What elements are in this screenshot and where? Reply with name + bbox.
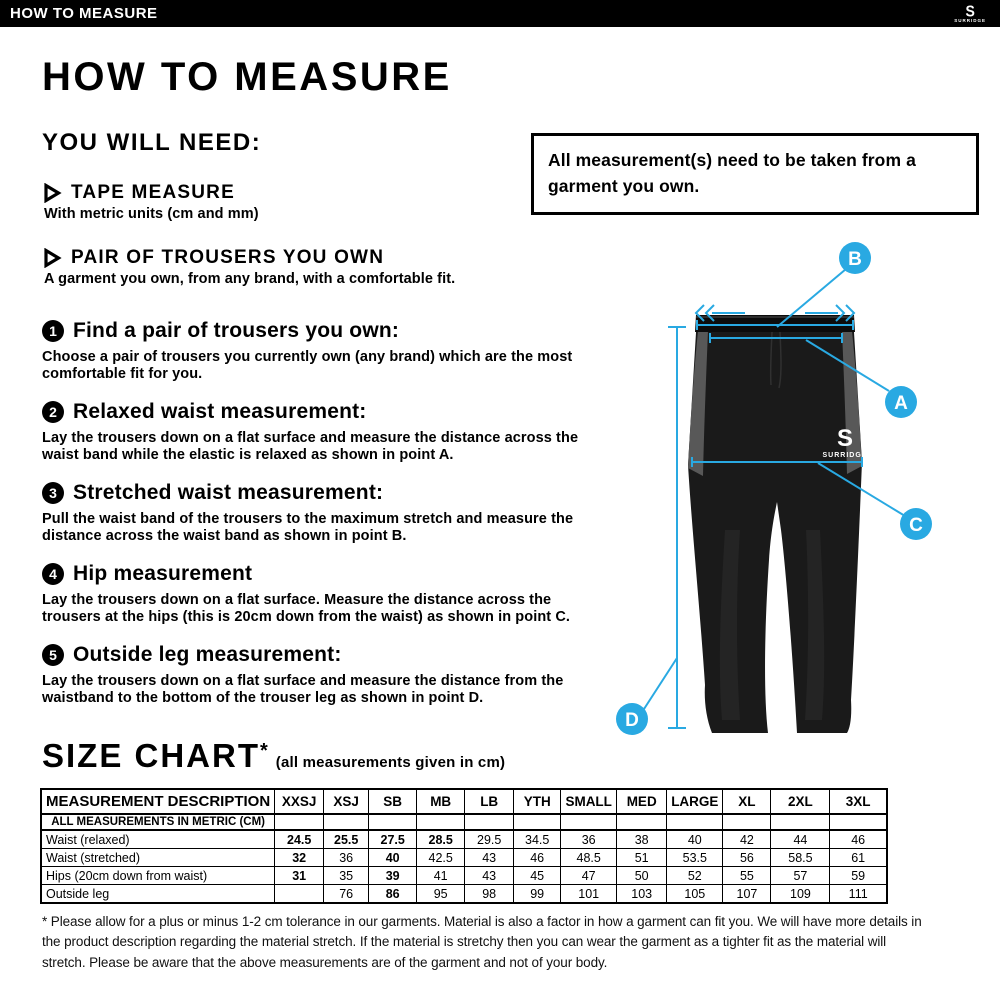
empty-cell [667,814,723,830]
callout-d-label: D [625,710,639,731]
table-row [41,830,887,849]
column-header-size: SB [369,789,417,814]
surridge-s-icon: S [965,1,975,20]
measurement-value-cell: 95 [417,885,465,904]
step-head [42,643,602,667]
callout-c-label: C [909,515,923,536]
measurement-value-cell: 43 [465,849,514,867]
steps-list [42,319,602,707]
size-chart-subtitle: (all measurements given in cm) [275,754,506,771]
column-header-size: MED [617,789,667,814]
step-head [42,400,602,424]
callout-a-label: A [894,393,908,414]
table-row [41,849,887,867]
table-header-row [41,789,887,814]
size-chart-asterisk: * [260,740,268,762]
measurement-value-cell: 99 [514,885,561,904]
empty-cell [324,814,369,830]
you-will-need-item-desc: A garment you own, from any brand, with a comfortable fit. [44,271,456,287]
top-bar-title: HOW TO MEASURE [10,5,158,22]
empty-cell [830,814,887,830]
column-header-size: XXSJ [275,789,324,814]
thigh-logo-text: SURRIDGE [822,452,868,459]
metric-note-cell: ALL MEASUREMENTS IN METRIC (CM) [41,814,275,830]
measure-step [42,562,602,626]
play-triangle-icon [42,183,62,203]
measurement-value-cell: 28.5 [417,830,465,849]
measurement-value-cell: 101 [561,885,617,904]
measurement-value-cell: 32 [275,849,324,867]
callout-d [616,703,648,735]
note-box [531,133,979,215]
measurement-value-cell: 61 [830,849,887,867]
trousers-illustration [688,315,867,733]
measurement-value-cell: 111 [830,885,887,904]
you-will-need-item-head [42,182,602,204]
you-will-need-item [42,247,602,287]
column-header-size: LB [465,789,514,814]
you-will-need-list [42,182,602,287]
column-header-size: 2XL [771,789,830,814]
trousers-diagram-svg [600,230,1000,770]
empty-cell [417,814,465,830]
measurement-value-cell: 29.5 [465,830,514,849]
column-header-description: MEASUREMENT DESCRIPTION [41,789,275,814]
column-header-size: XL [723,789,771,814]
step-description: Pull the waist band of the trousers to the maximum stretch and measure the distance across the waist band as shown in point B. [42,511,574,545]
callout-a [885,386,917,418]
measurement-value-cell: 40 [667,830,723,849]
trousers-diagram [600,230,1000,770]
column-header-size: MB [417,789,465,814]
play-triangle-icon [42,248,62,268]
measure-step [42,481,602,545]
measurement-value-cell: 48.5 [561,849,617,867]
step-title: Find a pair of trousers you own: [73,319,400,342]
measurement-value-cell: 53.5 [667,849,723,867]
empty-cell [514,814,561,830]
step-description: Choose a pair of trousers you currently own (any brand) which are the most comfortable fit for you. [42,349,573,383]
empty-cell [561,814,617,830]
measurement-value-cell: 50 [617,867,667,885]
measurement-value-cell: 27.5 [369,830,417,849]
column-header-size: XSJ [324,789,369,814]
column-header-size: 3XL [830,789,887,814]
you-will-need-item-desc: With metric units (cm and mm) [44,206,259,222]
step-title: Outside leg measurement: [73,643,342,666]
metric-note-row [41,814,887,830]
step-description: Lay the trousers down on a flat surface. Measure the distance across the trousers at the hips (this is 20cm down from the waist) as shown in point C. [42,592,571,626]
measurement-value-cell: 34.5 [514,830,561,849]
measurement-value-cell: 42 [723,830,771,849]
column-header-size: SMALL [561,789,617,814]
callout-b-label: B [848,249,862,270]
measurement-value-cell: 43 [465,867,514,885]
step-head [42,319,602,343]
callout-c [900,508,932,540]
empty-cell [617,814,667,830]
step-head [42,481,602,505]
measurement-value-cell: 46 [514,849,561,867]
surridge-logo-text: SURRIDGE [954,17,986,23]
empty-cell [275,814,324,830]
step-description: Lay the trousers down on a flat surface and measure the distance from the waistband to the bottom of the trouser leg as shown in point D. [42,673,564,707]
callout-b [839,242,871,274]
measurement-value-cell: 55 [723,867,771,885]
top-bar [0,0,1000,27]
step-description: Lay the trousers down on a flat surface and measure the distance across the waist band while the elastic is relaxed as shown in point A. [42,430,579,464]
you-will-need-item-label: PAIR OF TROUSERS YOU OWN [71,247,385,268]
measurement-value-cell: 39 [369,867,417,885]
step-head [42,562,602,586]
measurement-value-cell: 105 [667,885,723,904]
measurement-value-cell: 24.5 [275,830,324,849]
measurement-value-cell: 57 [771,867,830,885]
empty-cell [465,814,514,830]
thigh-logo-s: S [836,425,854,452]
step-title: Hip measurement [73,562,253,585]
column-header-size: YTH [514,789,561,814]
step-number-badge: 5 [42,644,64,666]
measurement-value-cell: 38 [617,830,667,849]
measure-step [42,319,602,383]
measurement-value-cell: 35 [324,867,369,885]
empty-cell [369,814,417,830]
measurement-label-cell: Outside leg [41,885,275,904]
measurement-value-cell: 31 [275,867,324,885]
measurement-value-cell: 44 [771,830,830,849]
empty-cell [723,814,771,830]
size-chart-heading [42,737,602,775]
you-will-need-item-label: TAPE MEASURE [71,182,235,203]
step-title: Relaxed waist measurement: [73,400,367,423]
note-text: All measurement(s) need to be taken from a garment you own. [548,150,916,197]
measurement-value-cell: 52 [667,867,723,885]
table-row [41,885,887,904]
you-will-need-heading: YOU WILL NEED: [42,129,262,156]
measurement-value-cell: 51 [617,849,667,867]
measurement-value-cell: 46 [830,830,887,849]
table-row [41,867,887,885]
measurement-value-cell: 36 [561,830,617,849]
measurement-value-cell: 25.5 [324,830,369,849]
measure-step [42,400,602,464]
measurement-value-cell: 42.5 [417,849,465,867]
trousers-body [688,316,862,733]
step-number-badge: 1 [42,320,64,342]
step-title: Stretched waist measurement: [73,481,384,504]
measurement-value-cell: 56 [723,849,771,867]
measurement-value-cell [275,885,324,904]
column-header-size: LARGE [667,789,723,814]
measurement-value-cell: 109 [771,885,830,904]
measurement-value-cell: 107 [723,885,771,904]
measurement-value-cell: 59 [830,867,887,885]
measurement-value-cell: 36 [324,849,369,867]
tolerance-footnote: * Please allow for a plus or minus 1-2 cm tolerance in our garments. Material is also a factor in how a garment can fit you. We will have more details in the product description regarding the material stretch. If the material is stretchy then you can wear the garment as a tighter fit as the material will stretch. Please be aware that the above measurements are of the garment and not of your body. [42,914,922,970]
d-callout-line [644,658,677,709]
measurement-label-cell: Waist (relaxed) [41,830,275,849]
step-number-badge: 3 [42,482,64,504]
step-number-badge: 2 [42,401,64,423]
measurement-value-cell: 103 [617,885,667,904]
measurement-value-cell: 86 [369,885,417,904]
measure-step [42,643,602,707]
you-will-need-item-head [42,247,602,269]
step-number-badge: 4 [42,563,64,585]
surridge-logo [954,1,986,24]
measurement-value-cell: 40 [369,849,417,867]
measurement-value-cell: 76 [324,885,369,904]
you-will-need-item [42,182,602,222]
size-chart-title: SIZE CHART [42,737,260,774]
page-title: HOW TO MEASURE [42,55,452,99]
measurement-value-cell: 47 [561,867,617,885]
measurement-label-cell: Hips (20cm down from waist) [41,867,275,885]
measurement-value-cell: 98 [465,885,514,904]
empty-cell [771,814,830,830]
measurement-value-cell: 58.5 [771,849,830,867]
measurement-value-cell: 41 [417,867,465,885]
size-chart-table [40,788,888,904]
measurement-label-cell: Waist (stretched) [41,849,275,867]
instructions-column [42,55,602,775]
measurement-value-cell: 45 [514,867,561,885]
